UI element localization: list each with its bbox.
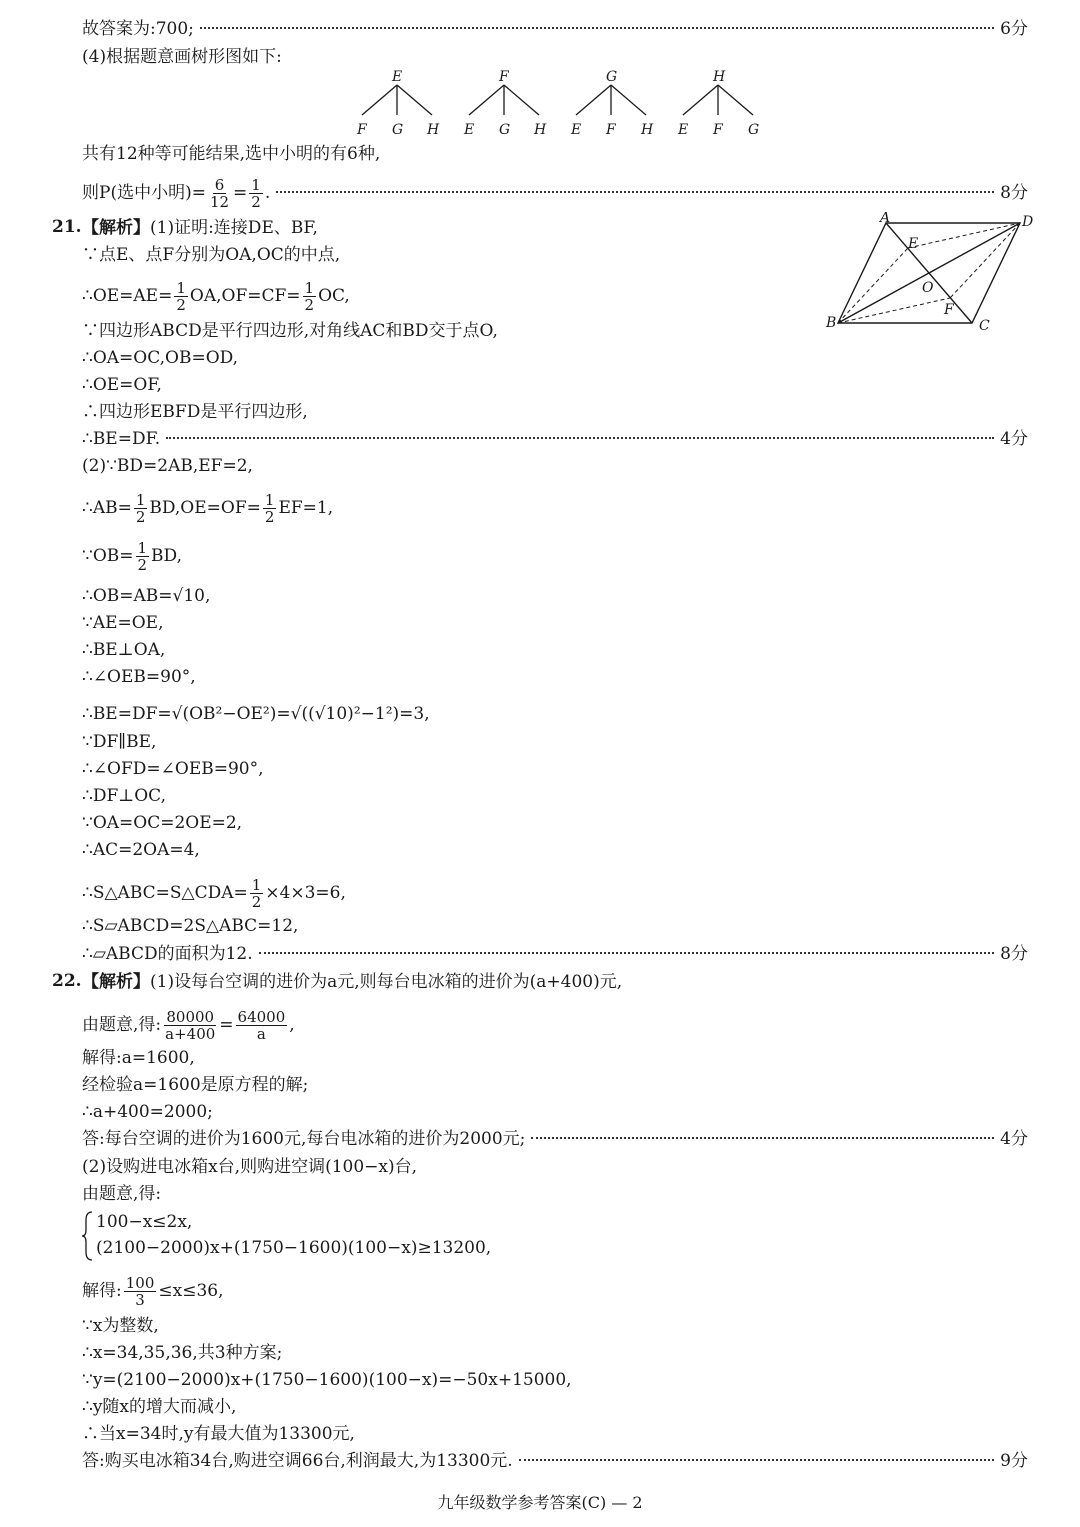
tree-root: G (606, 69, 618, 85)
line: 解得:a=1600, (82, 1048, 195, 1068)
label-a: A (880, 212, 891, 226)
line-q21-start: 【解析】(1)证明:连接DE、BF, (82, 218, 318, 238)
line: ∵四边形ABCD是平行四边形,对角线AC和BD交于点O, (82, 321, 498, 341)
tree-leaf: G (748, 122, 760, 138)
score: 9分 (1000, 1451, 1028, 1471)
fraction: $\frac{1}{2}$ (304, 279, 315, 314)
line: ∴AC=2OA=4, (82, 840, 200, 860)
line: ∴AB= $\frac{1}{2}$ BD,OE=OF= $\frac{1}{2}$ EF=1, (82, 491, 334, 526)
score: 4分 (1000, 429, 1028, 449)
line: ∴BE=DF=√(OB²−OE²)=√((√10)²−1²)=3, (82, 704, 430, 724)
tree-leaf: E (464, 122, 475, 138)
line: 由题意,得: $\frac{80000}{a+400}$ = $\frac{64000}{a}$ , (82, 1008, 295, 1043)
label-c: C (979, 318, 990, 334)
tree-branch (683, 85, 718, 115)
line: 解得: $\frac{100}{3}$ ≤x≤36, (82, 1274, 224, 1309)
tree-branch (397, 85, 432, 115)
line-q22-start: 【解析】(1)设每台空调的进价为a元,则每台电冰箱的进价为(a+400)元, (82, 972, 623, 992)
line-tree-intro: (4)根据题意画树形图如下: (82, 47, 282, 67)
line: ∴当x=34时,y有最大值为13300元, (82, 1424, 355, 1444)
tree-branch (504, 85, 539, 115)
tree-diagram (345, 65, 765, 140)
line: ∴OE=OF, (82, 375, 162, 395)
fraction: $\frac{1}{2}$ (251, 876, 262, 911)
fraction: $\frac{1}{2}$ (251, 176, 261, 211)
tree-root: E (392, 69, 403, 85)
line: (2)设购进电冰箱x台,则购进空调(100−x)台, (82, 1157, 418, 1177)
line: 经检验a=1600是原方程的解; (82, 1075, 309, 1095)
line: ∵OA=OC=2OE=2, (82, 813, 243, 833)
line: ∴BE=DF. 4分 (82, 429, 1028, 449)
tree-branch (576, 85, 611, 115)
tree-branch (718, 85, 753, 115)
line: ∴S△ABC=S△CDA= $\frac{1}{2}$ ×4×3=6, (82, 876, 346, 911)
fraction: $\frac{1}{2}$ (137, 539, 148, 574)
line-answer-700: 故答案为:700; 6分 (82, 19, 1028, 39)
line: ∴S▱ABCD=2S△ABC=12, (82, 916, 299, 936)
line: ∵y=(2100−2000)x+(1750−1600)(100−x)=−50x+15000, (82, 1370, 572, 1390)
line: 答:每台空调的进价为1600元,每台电冰箱的进价为2000元; 4分 (82, 1129, 1028, 1149)
tree-leaf: H (427, 122, 440, 138)
score: 4分 (1000, 1129, 1028, 1149)
score: 8分 (1000, 944, 1028, 964)
tree-branch (469, 85, 504, 115)
line-probability: 则P(选中小明)= $\frac{6}{12}$ = $\frac{1}{2}$ . 8分 (82, 176, 1028, 211)
page-footer: 九年级数学参考答案(C) — 2 (437, 1493, 643, 1512)
tree-leaf: G (392, 122, 404, 138)
label-o: O (922, 280, 934, 296)
line: ∴y随x的增大而减小, (82, 1397, 237, 1417)
tree-leaf: E (571, 122, 582, 138)
fraction: $\frac{1}{2}$ (135, 491, 146, 526)
line: ∴a+400=2000; (82, 1102, 213, 1122)
line: 100−x≤2x, (96, 1212, 193, 1232)
tree-root: F (499, 69, 509, 85)
line: ∴x=34,35,36,共3种方案; (82, 1343, 283, 1363)
question-number-22: 22. (52, 971, 82, 991)
line: ∴OA=OC,OB=OD, (82, 348, 239, 368)
fraction: $\frac{80000}{a+400}$ (165, 1008, 216, 1043)
fraction: $\frac{1}{2}$ (264, 491, 275, 526)
fraction: $\frac{64000}{a}$ (237, 1008, 286, 1043)
fraction: $\frac{1}{2}$ (176, 279, 186, 314)
tree-branch (611, 85, 646, 115)
tree-branch (362, 85, 397, 115)
line: ∵点E、点F分别为OA,OC的中点, (82, 245, 341, 265)
tree-leaf: G (499, 122, 511, 138)
line: ∴∠OFD=∠OEB=90°, (82, 759, 264, 779)
score: 6分 (1000, 19, 1028, 39)
parallelogram-figure (822, 212, 1037, 337)
tree-leaf: F (357, 122, 367, 138)
tree-leaf: H (641, 122, 654, 138)
fraction: $\frac{6}{12}$ (209, 176, 230, 211)
line: 由题意,得: (82, 1184, 162, 1204)
line: (2)∵BD=2AB,EF=2, (82, 456, 253, 476)
line: ∵AE=OE, (82, 613, 164, 633)
question-number-21: 21. (52, 217, 82, 237)
line: ∵x为整数, (82, 1316, 159, 1336)
line: ∴OE=AE= $\frac{1}{2}$ OA,OF=CF= $\frac{1}{2}$ OC, (82, 279, 350, 314)
line: ∴▱ABCD的面积为12. 8分 (82, 944, 1028, 964)
line: ∴OB=AB=√10, (82, 586, 211, 606)
line-outcomes: 共有12种等可能结果,选中小明的有6种, (82, 144, 381, 164)
tree-leaf: F (606, 122, 616, 138)
label-e: E (908, 236, 919, 252)
line: ∴DF⊥OC, (82, 786, 166, 806)
line: ∴BE⊥OA, (82, 640, 166, 660)
label-f: F (944, 302, 954, 318)
label-b: B (826, 315, 837, 331)
tree-leaf: E (678, 122, 689, 138)
line: 答:购买电冰箱34台,购进空调66台,利润最大,为13300元. 9分 (82, 1451, 1028, 1471)
tree-root: H (713, 69, 726, 85)
line: ∵OB= $\frac{1}{2}$ BD, (82, 539, 182, 574)
label-d: D (1022, 214, 1034, 230)
brace (82, 1210, 94, 1262)
tree-leaf: H (534, 122, 547, 138)
fraction: $\frac{100}{3}$ (125, 1274, 155, 1309)
line: ∴∠OEB=90°, (82, 667, 196, 687)
tree-leaf: F (713, 122, 723, 138)
line: (2100−2000)x+(1750−1600)(100−x)≥13200, (96, 1238, 492, 1258)
line: ∵DF∥BE, (82, 732, 157, 752)
line: ∴四边形EBFD是平行四边形, (82, 402, 308, 422)
score: 8分 (1000, 183, 1028, 203)
